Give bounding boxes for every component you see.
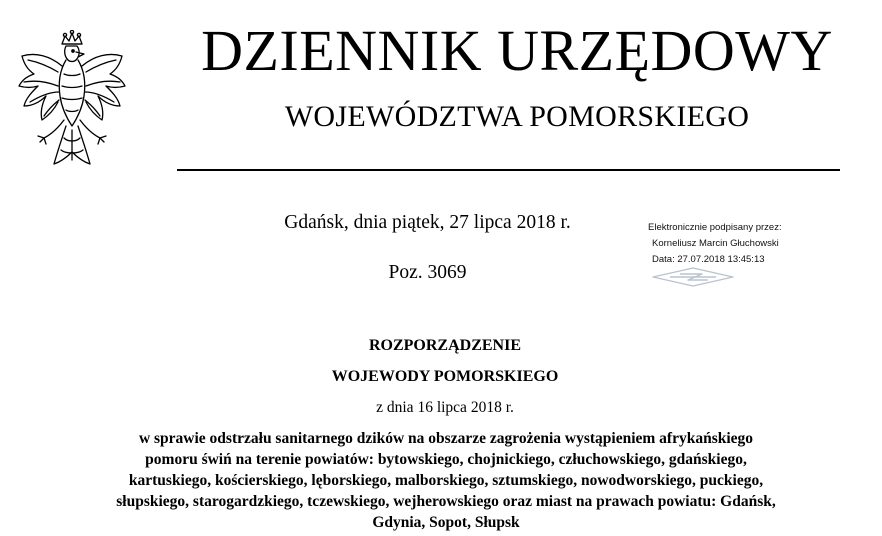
act-subject-line: kartuskiego, kościerskiego, lęborskiego, malborskiego, sztumskiego, nowodworskiego, puckiego, [128, 472, 764, 489]
act-type-heading: ROZPORZĄDZENIE [368, 337, 522, 354]
act-issuer-heading: WOJEWODY POMORSKIEGO [331, 368, 559, 385]
signature-signer: Korneliusz Marcin Głuchowski [652, 238, 779, 249]
signature-date: Data: 27.07.2018 13:45:13 [652, 254, 765, 265]
polish-eagle-emblem-icon [14, 30, 130, 172]
act-date: z dnia 16 lipca 2018 r. [376, 399, 514, 416]
act-subject-line: Gdynia, Sopot, Słupsk [372, 514, 520, 531]
act-subject-line: w sprawie odstrzału sanitarnego dzików na obszarze zagrożenia wystąpieniem afrykańskiego [138, 430, 754, 447]
position-number: Poz. 3069 [388, 262, 467, 283]
act-subject [20, 428, 872, 533]
masthead-subtitle: WOJEWÓDZTWA POMORSKIEGO [284, 100, 750, 133]
electronic-signature-block[interactable] [648, 220, 848, 268]
masthead-divider [177, 169, 840, 171]
act-subject-line: pomoru świń na terenie powiatów: bytowskiego, chojnickiego, człuchowskiego, gdańskiego, [145, 451, 747, 468]
signature-label: Elektronicznie podpisany przez: [648, 222, 782, 233]
issue-date: Gdańsk, dnia piątek, 27 lipca 2018 r. [284, 212, 571, 233]
signature-validity-mark-icon[interactable] [650, 266, 736, 288]
masthead-title: DZIENNIK URZĘDOWY [201, 18, 833, 83]
act-subject-line: słupskiego, starogardzkiego, tczewskiego, wejherowskiego oraz miast na prawach powiatu: Gdańsk, [116, 493, 776, 510]
